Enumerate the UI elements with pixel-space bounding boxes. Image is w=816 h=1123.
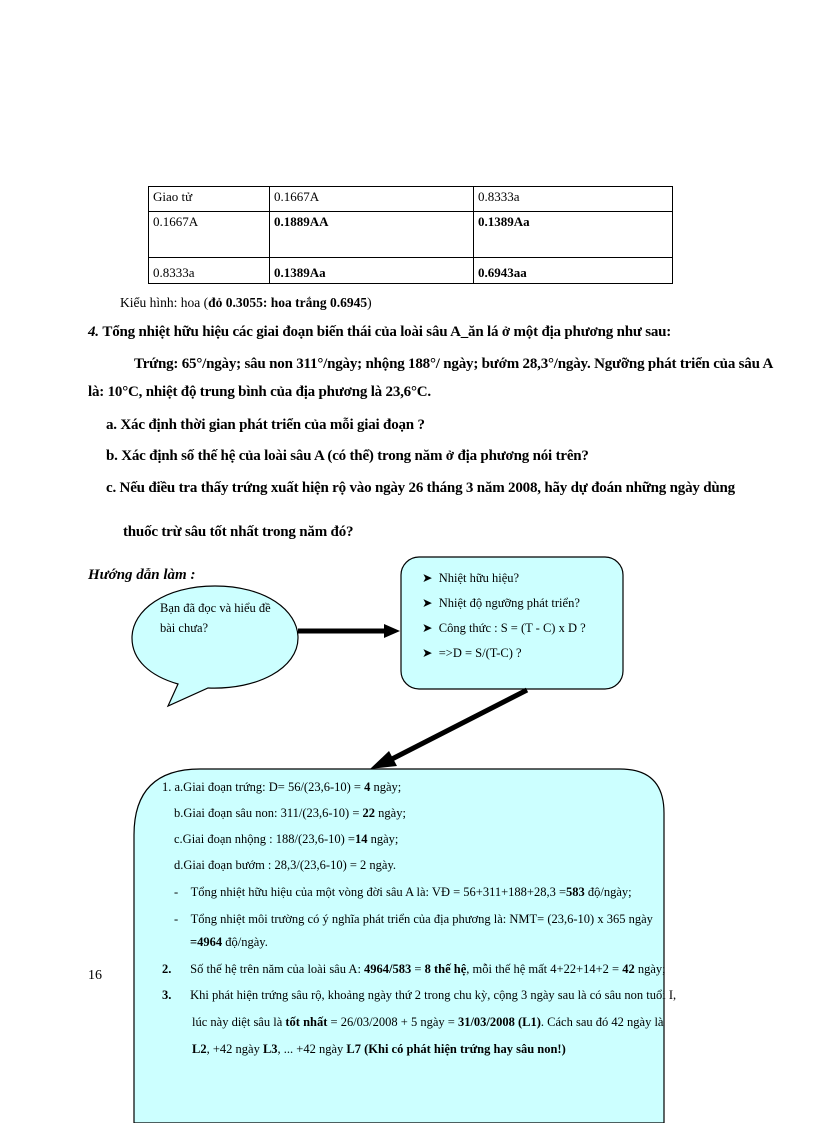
answer-dash-2-cont xyxy=(190,933,268,952)
arrow-bullet-icon: ➤ xyxy=(422,571,433,585)
phenotype-suffix: ) xyxy=(367,295,372,310)
item-number: 2. xyxy=(162,962,172,976)
hint-item xyxy=(422,641,586,666)
answer-item-3-line-2 xyxy=(192,1013,663,1032)
table-cell: 0.1389Aa xyxy=(270,258,474,284)
question-line-1: Trứng: 65°/ngày; sâu non 311°/ngày; nhộng 188°/ ngày; bướm 28,3°/ngày. Ngưỡng phát triển của sâu A xyxy=(134,356,774,372)
answer-text: b.Giai đoạn sâu non: 311/(23,6-10) = xyxy=(174,806,363,820)
answer-text: Tổng nhiệt môi trường có ý nghĩa phát triển của địa phương là: NMT= (23,6-10) x 365 ngày xyxy=(190,912,653,926)
answer-text: . Cách sau đó 42 ngày là xyxy=(540,1015,664,1029)
question-b: b. Xác định số thế hệ của loài sâu A (có thể) trong năm ở địa phương nói trên? xyxy=(106,448,589,464)
item-number: 3. xyxy=(162,988,172,1002)
answer-value: =4964 xyxy=(190,935,223,949)
question-c-line-2: thuốc trừ sâu tốt nhất trong năm đó? xyxy=(123,524,354,540)
answer-value: 4 xyxy=(364,780,371,794)
answer-unit: ngày; xyxy=(367,832,399,846)
hint-text: Công thức : S = (T - C) x D ? xyxy=(438,621,586,635)
hint-item xyxy=(422,566,586,591)
answer-value: 42 xyxy=(622,962,635,976)
hint-item xyxy=(422,616,586,641)
question-number: 4. xyxy=(88,324,99,340)
answer-item-3-line-3 xyxy=(192,1040,566,1059)
dash-bullet: - xyxy=(174,885,179,899)
answer-value: 22 xyxy=(362,806,376,820)
answer-value: 4964/583 xyxy=(364,962,412,976)
answer-text: Tổng nhiệt hữu hiệu của một vòng đời sâu A là: VĐ = 56+311+188+28,3 = xyxy=(190,885,567,899)
answer-text: c.Giai đoạn nhộng : 188/(23,6-10) = xyxy=(174,832,355,846)
answer-unit: ngày; xyxy=(370,780,402,794)
answer-text: Số thế hệ trên năm của loài sâu A: xyxy=(190,962,365,976)
hint-text: =>D = S/(T-C) ? xyxy=(438,646,522,660)
answer-line-1b xyxy=(174,804,406,823)
answer-text: lúc này diệt sâu là xyxy=(192,1015,286,1029)
dash-bullet: - xyxy=(174,912,179,926)
answer-value: L7 xyxy=(346,1042,361,1056)
answer-value: tốt nhất xyxy=(285,1015,328,1029)
arrow-diagonal-head xyxy=(370,751,397,769)
table-cell: 0.1889AA xyxy=(270,212,474,258)
answer-value: 8 thế hệ xyxy=(424,962,467,976)
answer-value: 583 xyxy=(566,885,585,899)
answer-item-2 xyxy=(162,960,666,979)
hint-list xyxy=(422,566,586,666)
table-cell: 0.8333a xyxy=(149,258,270,284)
table-cell: 0.6943aa xyxy=(474,258,673,284)
question-title-text: Tổng nhiệt hữu hiệu các giai đoạn biến thái của loài sâu A_ăn lá ở một địa phương như sau: xyxy=(102,324,672,340)
hint-text: Nhiệt độ ngưỡng phát triển? xyxy=(438,596,580,610)
answer-dash-2 xyxy=(174,910,653,929)
answer-unit: độ/ngày; xyxy=(584,885,632,899)
hint-item xyxy=(422,591,586,616)
arrow-right-head xyxy=(384,624,400,638)
table-cell: 0.1667A xyxy=(149,212,270,258)
table-cell: 0.1667A xyxy=(270,187,474,212)
question-c-line-1: c. Nếu điều tra thấy trứng xuất hiện rộ vào ngày 26 tháng 3 năm 2008, hãy dự đoán những ngày dùng xyxy=(106,480,735,496)
answer-line-1a xyxy=(162,778,401,797)
table-cell: 0.1389Aa xyxy=(474,212,673,258)
answer-value: (Khi có phát hiện trứng hay sâu non!) xyxy=(364,1042,566,1056)
page-number: 16 xyxy=(88,968,102,983)
answer-text: = xyxy=(411,962,425,976)
answer-value: 31/03/2008 (L1) xyxy=(457,1015,541,1029)
table-cell: Giao tử xyxy=(149,187,270,212)
answer-text: = 26/03/2008 + 5 ngày = xyxy=(327,1015,458,1029)
answer-line-1c xyxy=(174,830,398,849)
speech-bubble-text: Bạn đã đọc và hiểu đề bài chưa? xyxy=(160,601,271,635)
answer-line-1d: d.Giai đoạn bướm : 28,3/(23,6-10) = 2 ngày. xyxy=(174,858,397,872)
arrow-diagonal-line xyxy=(392,690,527,759)
guide-heading: Hướng dẫn làm : xyxy=(88,567,196,583)
question-line-2: là: 10°C, nhiệt độ trung bình của địa phương là 23,6°C. xyxy=(88,384,431,400)
answer-text: Khi phát hiện trứng sâu rộ, khoảng ngày thứ 2 trong chu kỳ, cộng 3 ngày sau là có sâu non tuổi I, xyxy=(190,988,677,1002)
arrow-bullet-icon: ➤ xyxy=(422,596,433,610)
answer-text: , ... +42 ngày xyxy=(277,1042,347,1056)
answer-text: , mỗi thế hệ mất 4+22+14+2 = xyxy=(466,962,623,976)
answer-item-3 xyxy=(162,986,676,1005)
question-a: a. Xác định thời gian phát triển của mỗi giai đoạn ? xyxy=(106,417,425,433)
answer-unit: ngày; xyxy=(634,962,666,976)
table-cell: 0.8333a xyxy=(474,187,673,212)
answer-unit: độ/ngày. xyxy=(222,935,268,949)
answer-dash-1 xyxy=(174,883,632,902)
answer-value: L2 xyxy=(192,1042,207,1056)
answer-unit: ngày; xyxy=(375,806,406,820)
answer-value: 14 xyxy=(354,832,368,846)
phenotype-prefix: Kiểu hình: hoa ( xyxy=(120,295,209,310)
answer-value: L3 xyxy=(262,1042,278,1056)
answer-text: 1. a.Giai đoạn trứng: D= 56/(23,6-10) = xyxy=(162,780,365,794)
arrow-bullet-icon: ➤ xyxy=(422,621,433,635)
answer-text: , +42 ngày xyxy=(206,1042,263,1056)
arrow-bullet-icon: ➤ xyxy=(422,646,433,660)
phenotype-ratio: đỏ 0.3055: hoa trắng 0.6945 xyxy=(208,295,368,310)
hint-text: Nhiệt hữu hiệu? xyxy=(438,571,520,585)
